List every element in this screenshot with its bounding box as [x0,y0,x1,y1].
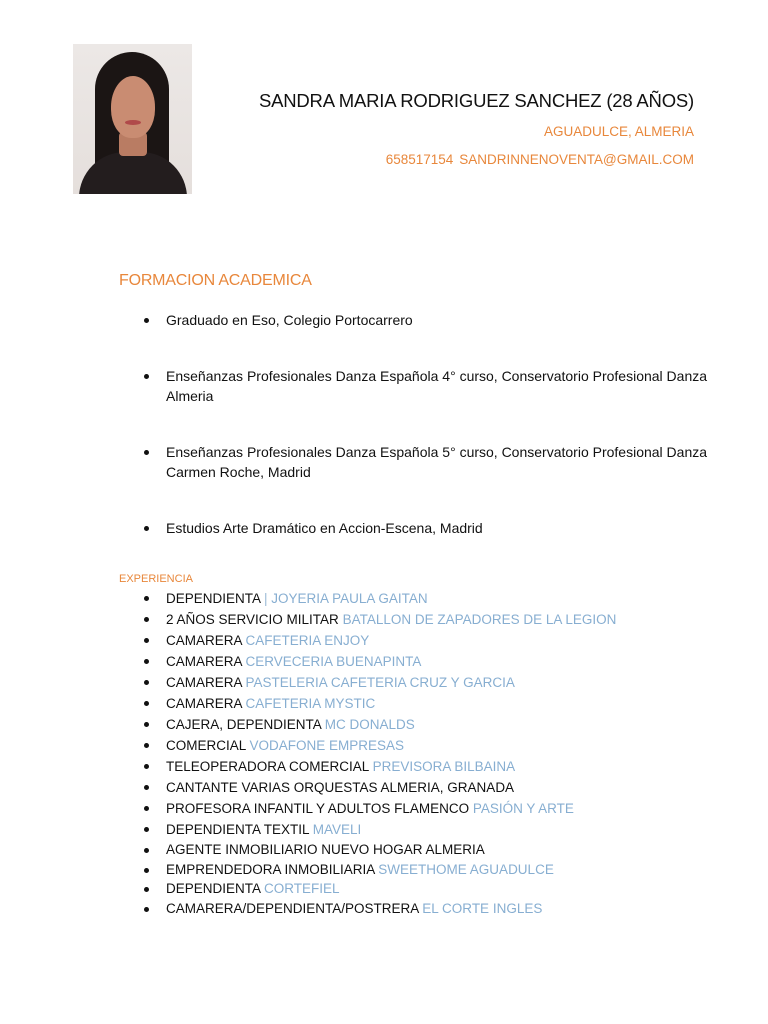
organization: SWEETHOME AGUADULCE [378,861,554,877]
organization: CORTEFIEL [264,881,340,896]
experience-item: EMPRENDEDORA INMOBILIARIA SWEETHOME AGUADULCE [142,860,722,880]
location: AGUADULCE, ALMERIA [543,124,694,139]
organization: VODAFONE EMPRESAS [249,738,405,753]
experience-item: CAMARERA CERVECERIA BUENAPINTA [142,651,722,672]
organization: CAFETERIA MYSTIC [245,696,376,711]
organization: BATALLON DE ZAPADORES DE LA LEGION [342,612,617,627]
organization: PASIÓN Y ARTE [472,801,574,816]
organization: CAFETERIA ENJOY [245,633,370,648]
experience-item: AGENTE INMOBILIARIO NUEVO HOGAR ALMERIA [142,840,722,860]
education-item: Enseñanzas Profesionales Danza Española 5° curso, Conservatorio Profesional Danza Carmen Roche, Madrid [142,443,722,482]
experience-item: CAJERA, DEPENDIENTA MC DONALDS [142,714,722,735]
experience-item: COMERCIAL VODAFONE EMPRESAS [142,735,722,756]
education-heading: FORMACION ACADEMICA [119,272,312,289]
organization: JOYERIA PAULA GAITAN [271,591,428,606]
organization: MAVELI [312,822,362,837]
experience-item: DEPENDIENTA | JOYERIA PAULA GAITAN [142,588,722,609]
education-item: Enseñanzas Profesionales Danza Española 4° curso, Conservatorio Profesional Danza Almeria [142,367,722,406]
organization: CERVECERIA BUENAPINTA [245,654,422,669]
phone: 658517154 [385,152,454,167]
experience-item: DEPENDIENTA CORTEFIEL [142,879,722,899]
experience-item: PROFESORA INFANTIL Y ADULTOS FLAMENCO PASIÓN Y ARTE [142,798,722,819]
education-item: Estudios Arte Dramático en Accion-Escena, Madrid [142,519,483,539]
organization: EL CORTE INGLES [422,900,543,916]
experience-item: CAMARERA PASTELERIA CAFETERIA CRUZ Y GARCIA [142,672,722,693]
experience-item: 2 AÑOS SERVICIO MILITAR BATALLON DE ZAPADORES DE LA LEGION [142,609,722,630]
full-name: SANDRA MARIA RODRIGUEZ SANCHEZ (28 AÑOS) [258,90,694,111]
email: SANDRINNENOVENTA@GMAIL.COM [459,152,694,167]
profile-photo [73,44,192,194]
organization: MC DONALDS [324,717,415,732]
experience-item: CAMARERA CAFETERIA MYSTIC [142,693,722,714]
experience-item: CAMARERA/DEPENDIENTA/POSTRERA EL CORTE INGLES [142,899,722,919]
experience-heading: EXPERIENCIA [119,573,193,585]
experience-item: CAMARERA CAFETERIA ENJOY [142,630,722,651]
experience-list [142,588,722,918]
contact-line [386,152,694,167]
experience-item: CANTANTE VARIAS ORQUESTAS ALMERIA, GRANADA [142,777,722,798]
education-item: Graduado en Eso, Colegio Portocarrero [142,311,413,331]
organization: PASTELERIA CAFETERIA CRUZ Y GARCIA [245,675,515,690]
experience-item: DEPENDIENTA TEXTIL MAVELI [142,819,722,840]
experience-item: TELEOPERADORA COMERCIAL PREVISORA BILBAINA [142,756,722,777]
organization: PREVISORA BILBAINA [372,759,516,774]
